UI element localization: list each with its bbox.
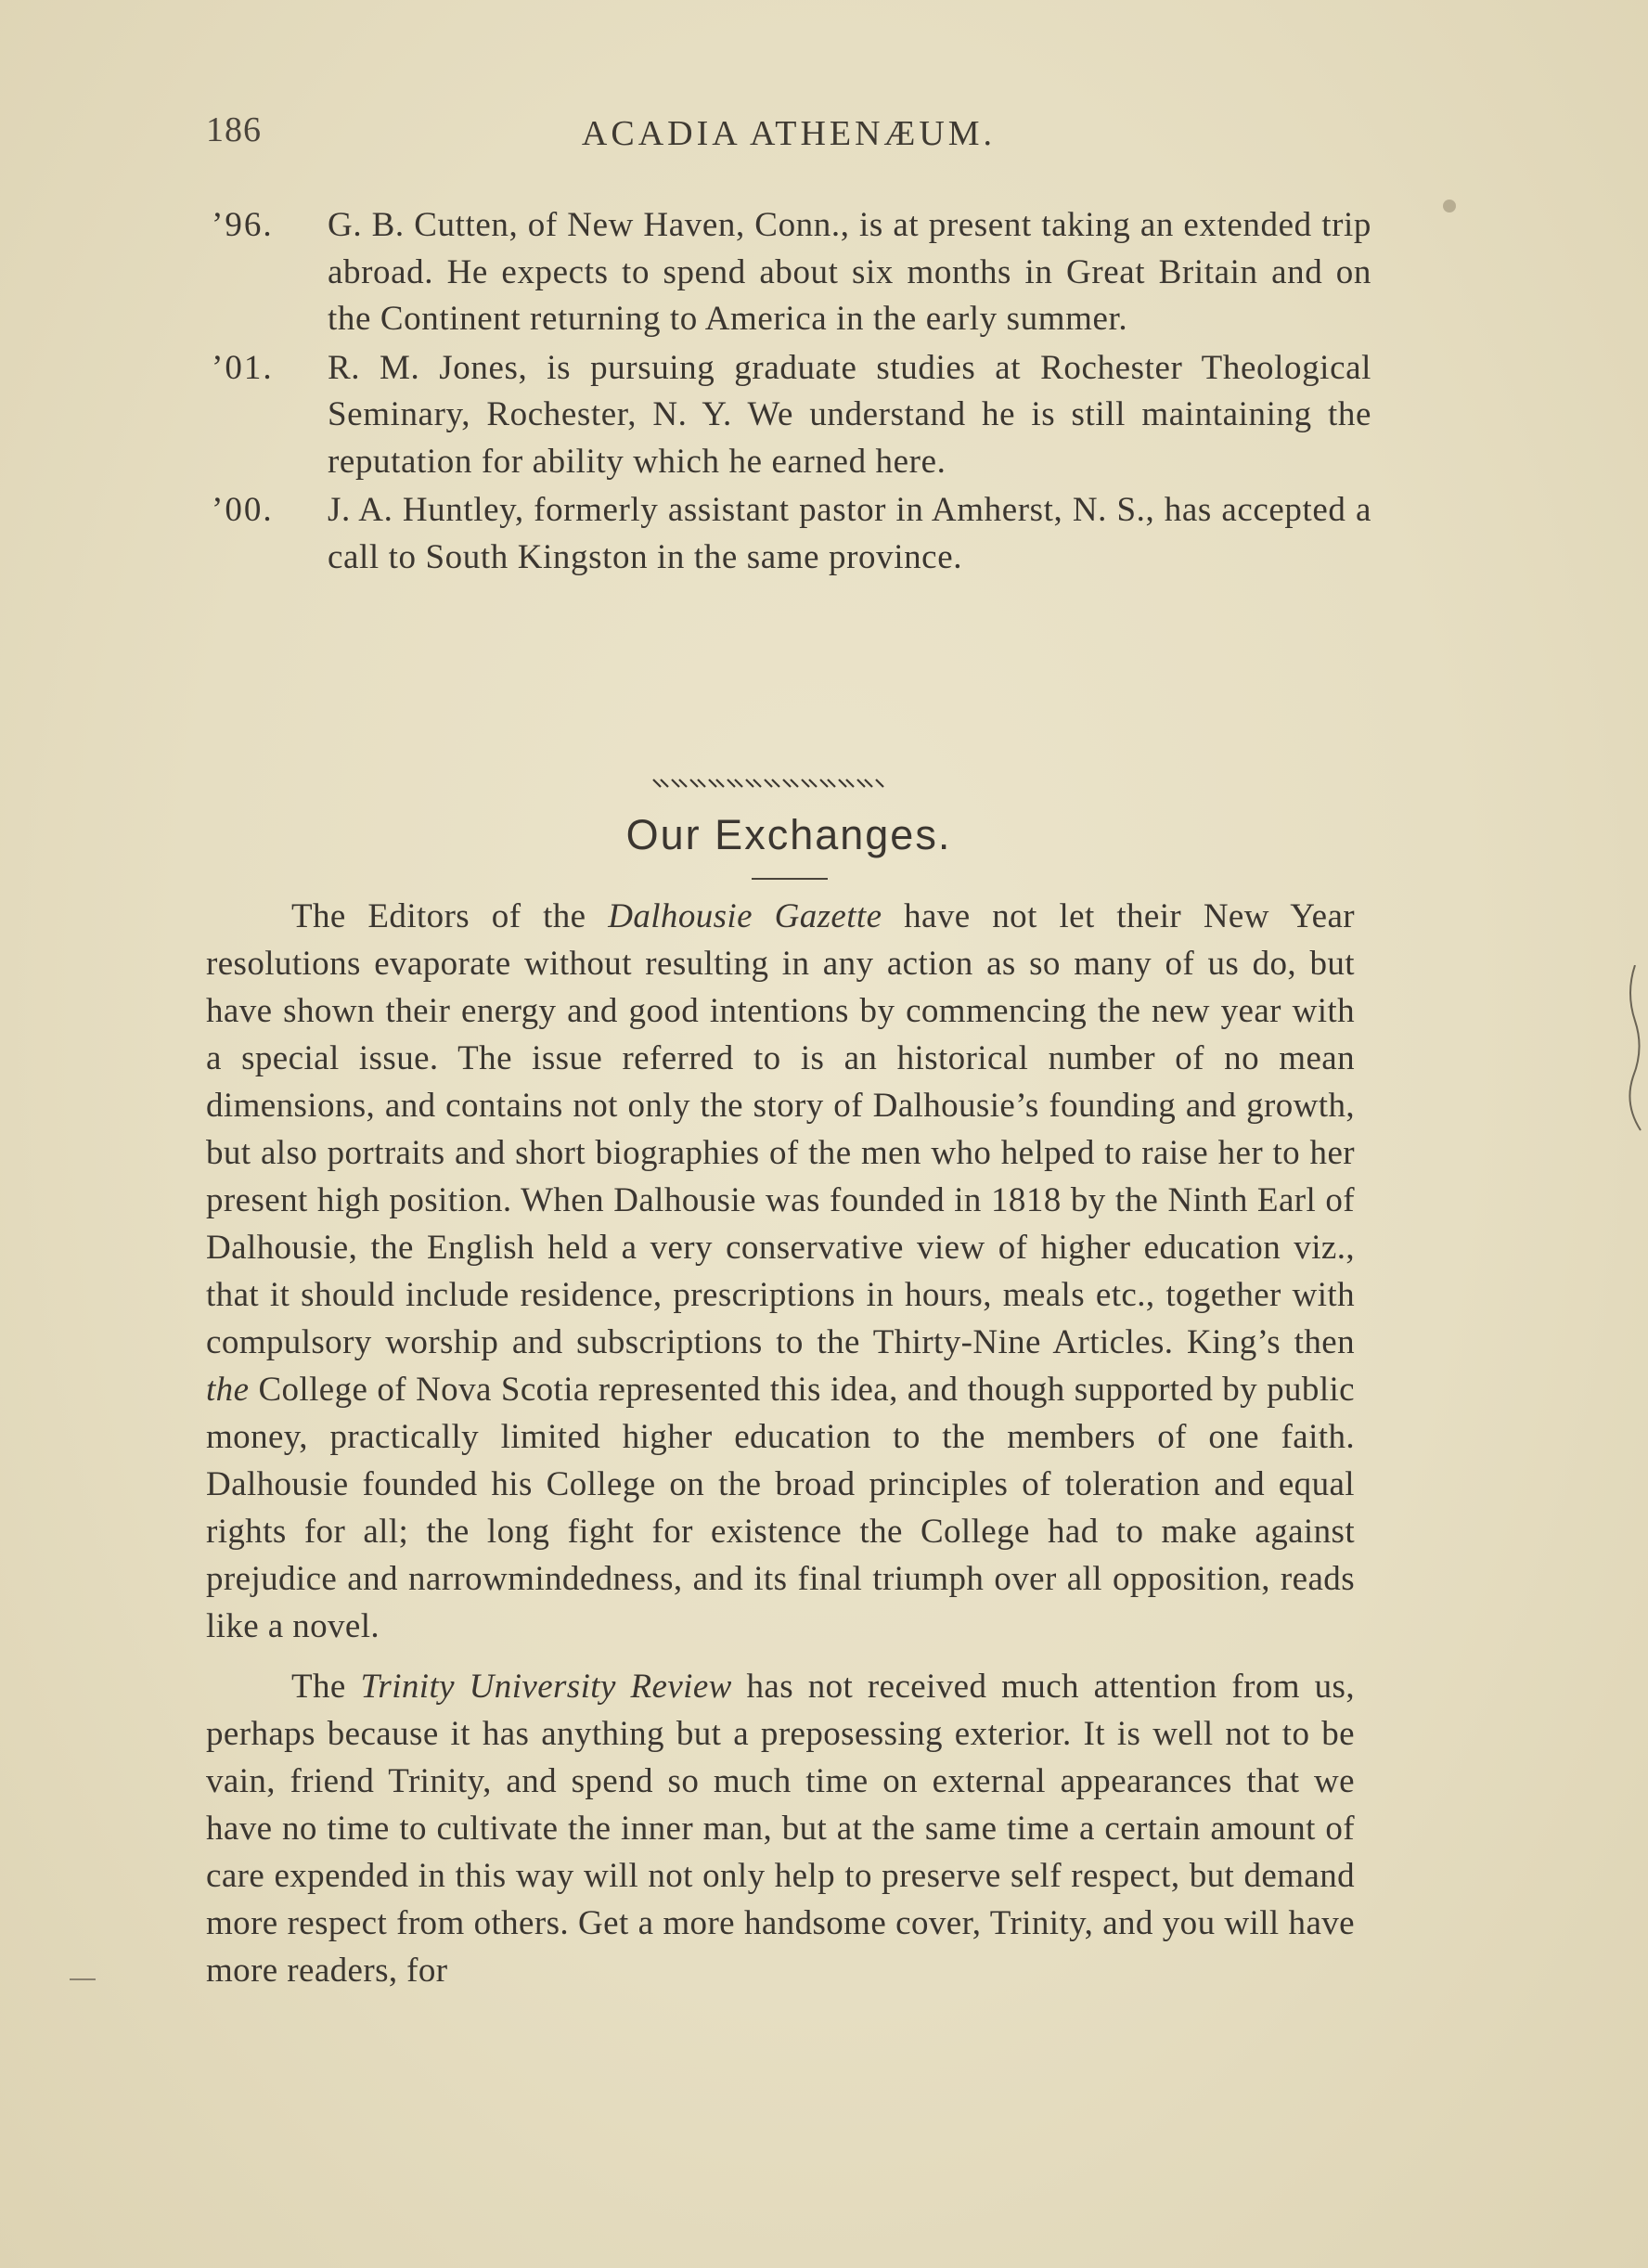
running-title: ACADIA ATHENÆUM. bbox=[581, 114, 997, 153]
personal-entry bbox=[212, 487, 1371, 581]
publication-title: Trinity University Review bbox=[360, 1668, 732, 1706]
entry-class-year: ’00. bbox=[212, 491, 274, 529]
entry-text: J. A. Huntley, formerly assistant pastor in Amherst, N. S., has accepted a call to South Kingston in the same province. bbox=[328, 491, 1371, 576]
emphasis: the bbox=[206, 1371, 250, 1409]
paragraph bbox=[206, 893, 1355, 1650]
personal-entry bbox=[212, 202, 1371, 343]
text-run: The bbox=[291, 1668, 361, 1706]
page-header bbox=[0, 104, 1648, 160]
text-run: College of Nova Scotia represented this idea, and though supported by public money, practically limited higher education to the members of one faith. Dalhousie founded his College on the broad principles of toleration and equal rights for all; the long fight for existence the College had to make against prejudice and narrowmindedness, and its final triumph over all opposition, reads like a novel. bbox=[206, 1371, 1355, 1645]
text-run: The Editors of the bbox=[291, 897, 609, 935]
entry-text: G. B. Cutten, of New Haven, Conn., is at present taking an extended trip abroad. He expects to spend about six months in Great Britain and on the Continent returning to America in the early summer. bbox=[328, 206, 1371, 338]
paragraph bbox=[206, 1663, 1355, 1994]
margin-rule bbox=[70, 1978, 96, 1980]
entry-text: R. M. Jones, is pursuing graduate studies at Rochester Theological Seminary, Rochester, N. Y. We understand he is still maintaining the reputation for ability which he earned here. bbox=[328, 348, 1371, 481]
personals-section bbox=[212, 202, 1371, 583]
text-run: has not received much attention from us, perhaps because it has anything but a preposessing exterior. It is well not to be vain, friend Trinity, and spend so much time on external appearances that we have no time to cultivate the inner man, but at the same time a certain amount of care expended in this way will not only help to preserve self respect, but demand more respect from others. Get a more handsome cover, Trinity, and you will have more readers, for bbox=[206, 1668, 1356, 1990]
title-rule bbox=[752, 878, 828, 880]
margin-pencil-mark bbox=[1622, 965, 1648, 1132]
personal-entry bbox=[212, 345, 1371, 486]
section-title: Our Exchanges. bbox=[625, 811, 952, 858]
publication-title: Dalhousie Gazette bbox=[608, 897, 882, 935]
page-number: 186 bbox=[206, 110, 262, 149]
margin-dot bbox=[1443, 200, 1456, 213]
exchanges-body bbox=[206, 893, 1355, 2007]
entry-class-year: ’01. bbox=[212, 348, 274, 387]
entry-class-year: ’96. bbox=[212, 206, 274, 244]
ornamental-divider bbox=[650, 778, 891, 789]
text-run: have not let their New Year resolutions evaporate without resulting in any action as so many of us do, but have shown their energy and good intentions by commencing the new year with a special issue. The issue referred to is an historical number of no mean dimensions, and contains not only the story of Dalhousie’s founding and growth, but also portraits and short biographies of the men who helped to raise her to her present high position. When Dalhousie was founded in 1818 by the Ninth Earl of Dalhousie, the English held a very conservative view of higher education viz., that it should include residence, prescriptions in hours, meals etc., together with compulsory worship and subscriptions to the Thirty-Nine Articles. King’s then bbox=[206, 897, 1355, 1361]
